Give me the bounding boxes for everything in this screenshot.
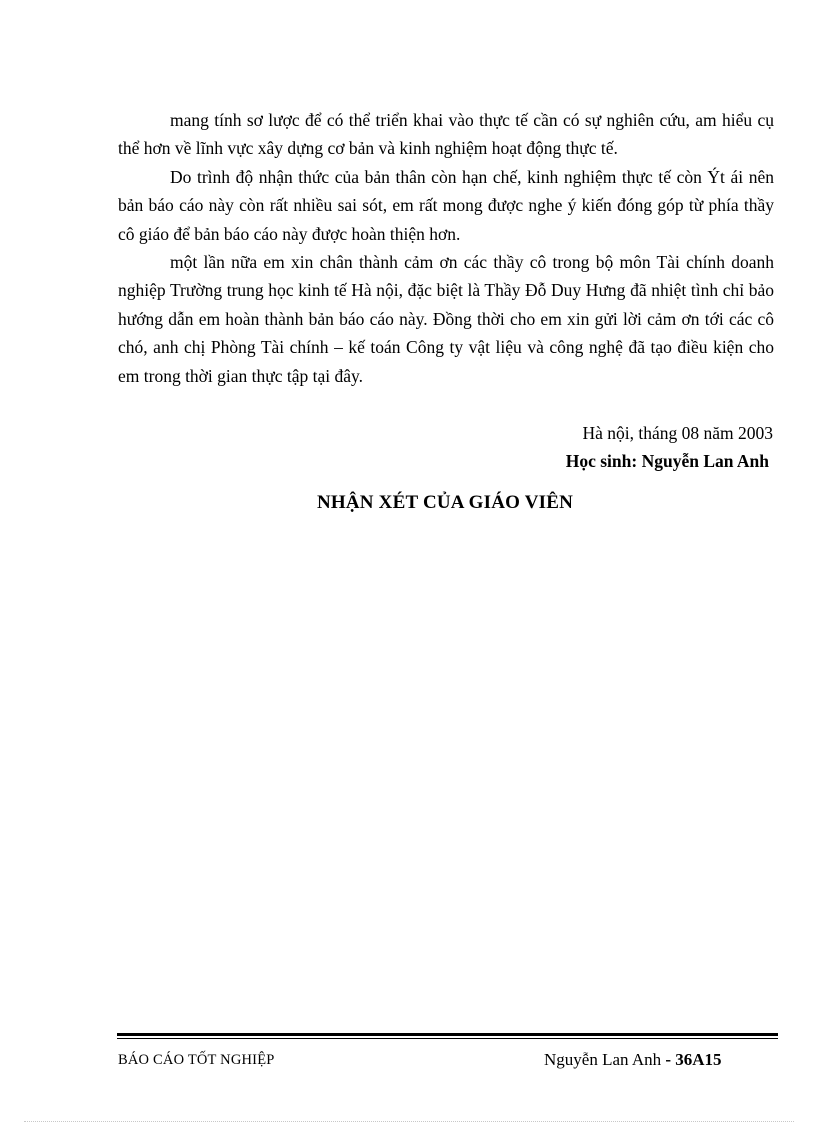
footer-separator: - [661,1050,676,1069]
paragraph-limitations: Do trình độ nhận thức của bản thân còn hạn chế, kinh nghiệm thực tế còn Ýt ái nên bản báo cáo này còn rất nhiều sai sót, em rất mong được nghe ý kiến đóng góp từ phía thầy cô giáo để bản báo cáo này được hoàn thiện hơn. [118,166,774,244]
signature-name: Học sinh: Nguyễn Lan Anh [565,451,769,471]
footer-author-name: Nguyễn Lan Anh [544,1050,662,1069]
footer-class-code: 36A15 [675,1050,722,1069]
signature-date: Hà nội, tháng 08 năm 2003 [582,423,773,443]
footer-rule-thick [117,1033,778,1036]
footer-author [544,1050,774,1070]
paragraph-intro-continuation: mang tính sơ lược để có thể triển khai vào thực tế cần có sự nghiên cứu, am hiểu cụ thể hơn về lĩnh vực xây dựng cơ bản và kinh nghiệm hoạt động thực tế. [118,110,774,159]
footer-rule-thin [117,1038,778,1039]
teacher-comments-heading: NHẬN XÉT CỦA GIÁO VIÊN [316,492,574,513]
paragraph-acknowledgements: một lần nữa em xin chân thành cảm ơn các thầy cô trong bộ môn Tài chính doanh nghiệp Trường trung học kinh tế Hà nội, đặc biệt là Thầy Đỗ Duy Hưng đã nhiệt tình chỉ bảo hướng dẫn em hoàn thành bản báo cáo này. Đồng thời cho em xin gửi lời cảm ơn tới các cô chó, anh chị Phòng Tài chính – kế toán Công ty vật liệu và công nghệ đã tạo điều kiện cho em trong thời gian thực tập tại đây. [118,252,774,386]
signature-block [500,419,773,475]
page-edge-dotted-line [24,1121,794,1122]
report-body [118,106,774,390]
footer-report-label: BÁO CÁO TỐT NGHIỆP [118,1052,275,1068]
